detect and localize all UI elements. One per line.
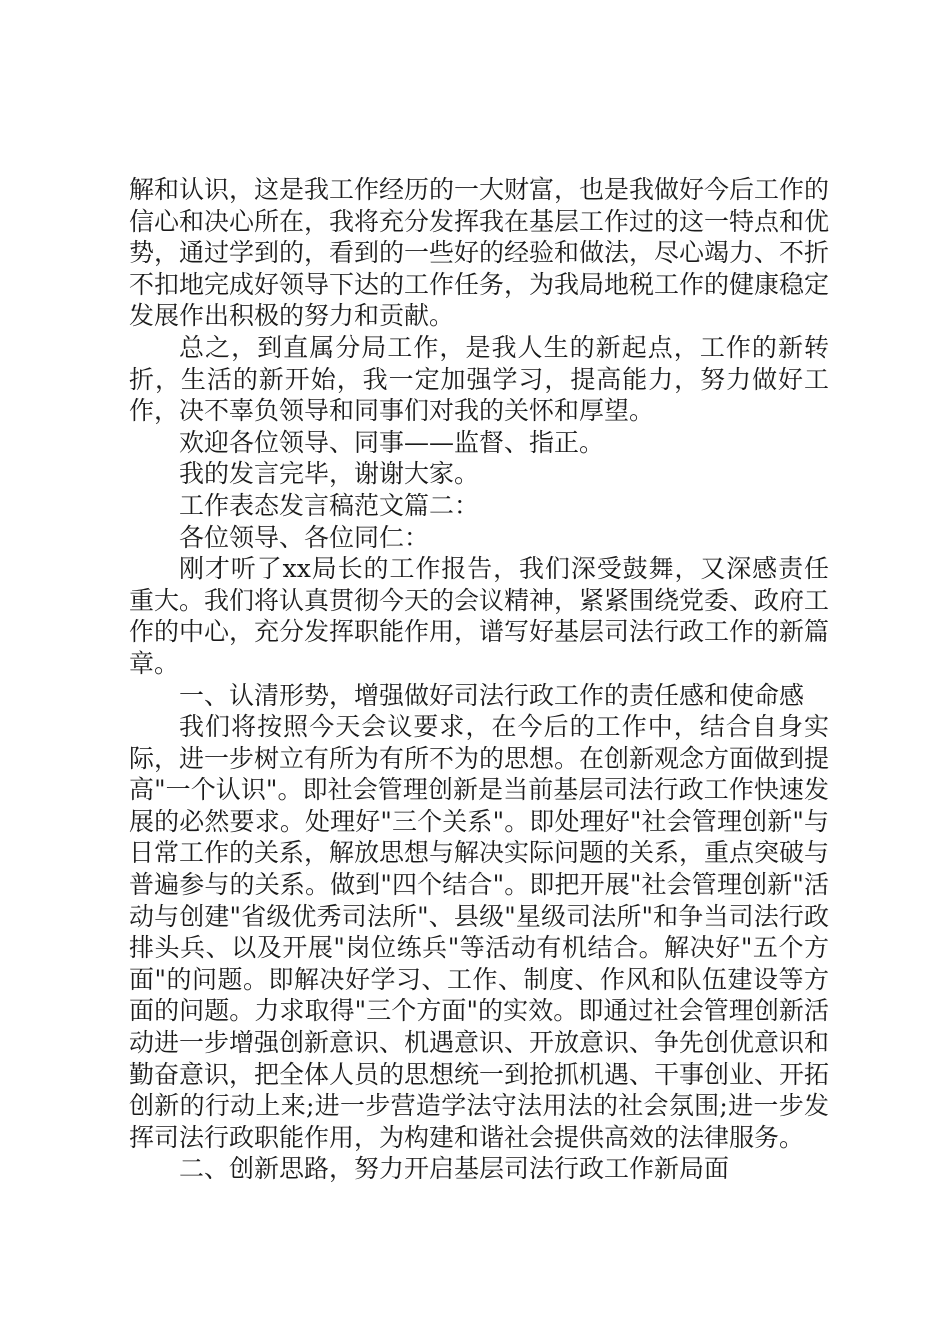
salutation: 各位领导、各位同仁： (179, 522, 430, 552)
subheading-one: 一、认清形势，增强做好司法行政工作的责任感和使命感 (179, 680, 805, 710)
paragraph-body: 我们将按照今天会议要求，在今后的工作中，结合自身实际，进一步树立有所为有所不为的思想。在创新观念方面做到提高"一个认识"。即社会管理创新是当前基层司法行政工作快速发展的必然要求。处理好"三个关系"。即处理好"社会管理创新"与日常工作的关系，解放思想与解决实际问题的关系，重点突破与普遍参与的关系。做到"四个结合"。即把开展"社会管理创新"活动与创建"省级优秀司法所"、县级"星级司法所"和争当司法行政排头兵、以及开展"岗位练兵"等活动有机结合。解决好"五个方面"的问题。即解决好学习、工作、制度、作风和队伍建设等方面的问题。力求取得"三个方面"的实效。即通过社会管理创新活动进一步增强创新意识、机遇意识、开放意识、争先创优意识和勤奋意识，把全体人员的思想统一到抢抓机遇、干事创业、开拓创新的行动上来;进一步营造学法守法用法的社会氛围;进一步发挥司法行政职能作用，为构建和谐社会提供高效的法律服务。 (129, 712, 830, 1152)
paragraph-welcome: 欢迎各位领导、同事——监督、指正。 (179, 427, 605, 457)
paragraph-conclusion: 总之，到直属分局工作，是我人生的新起点，工作的新转折，生活的新开始，我一定加强学习，提高能力，努力做好工作，决不辜负领导和同事们对我的关怀和厚望。 (129, 332, 829, 426)
paragraph-intro: 刚才听了xx局长的工作报告，我们深受鼓舞，又深感责任重大。我们将认真贯彻今天的会议精神，紧紧围绕党委、政府工作的中心，充分发挥职能作用，谱写好基层司法行政工作的新篇章。 (129, 554, 830, 678)
paragraph-closing: 我的发言完毕，谢谢大家。 (179, 459, 480, 489)
document-body (129, 174, 829, 1185)
paragraph-continuation: 解和认识，这是我工作经历的一大财富，也是我做好今后工作的信心和决心所在，我将充分发挥我在基层工作过的这一特点和优势，通过学到的，看到的一些好的经验和做法，尽心竭力、不折不扣地完成好领导下达的工作任务，为我局地税工作的健康稳定发展作出积极的努力和贡献。 (129, 175, 830, 331)
section-heading-sample-two: 工作表态发言稿范文篇二： (179, 490, 480, 520)
subheading-two: 二、创新思路，努力开启基层司法行政工作新局面 (179, 1154, 730, 1184)
